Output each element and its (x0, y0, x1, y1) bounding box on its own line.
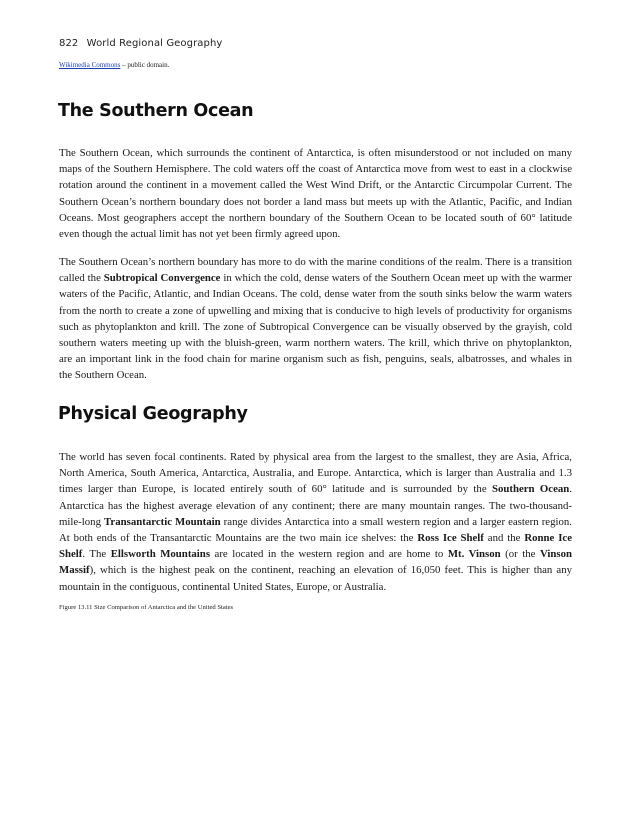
image-credit (59, 61, 169, 69)
key-term-subtropical-convergence: Subtropical Convergence (103, 272, 221, 285)
key-term-ross-ice-shelf: Ross Ice Shelf (417, 532, 484, 545)
paragraph-text: in which the cold, dense waters of the Southern Ocean meet up with the warmer waters of the Pacific, Atlantic, and Indian Oceans. The cold, dense water from the south sinks below the warm waters from the north to create a zone of upwelling and mixing that is conducive to high levels of productivity for organisms such as phytoplankton and krill. The zone of Subtropical Convergence can be visually observed by the grayish, cold southern waters meeting up with the bluish-green, warm northern waters. The krill, which thrive on phytoplankton, are an important link in the food chain for marine organism such as fish, penguins, seals, albatrosses, and whales in the Southern Ocean. (59, 272, 572, 382)
paragraph-text: (or the (500, 548, 540, 561)
key-term-transantarctic-mountain: Transantarctic Mountain (104, 515, 221, 528)
paragraph-text: . The (82, 548, 111, 561)
running-header (59, 38, 222, 49)
paragraph-text: . Antarctica has the highest average elevation of any continent; there are many mountain ranges. The two-thousand-mile-long (59, 483, 572, 528)
figure-caption: Figure 13.11 Size Comparison of Antarctica and the United States (59, 604, 234, 611)
section-title-physical-geography: Physical Geography (58, 404, 248, 424)
book-title: World Regional Geography (86, 38, 223, 49)
paragraph-text: and the (483, 532, 525, 545)
paragraph-southern-ocean-2 (59, 254, 572, 384)
paragraph-text: are located in the western region and are home to (210, 548, 448, 561)
key-term-ronne-ice-shelf: Ronne Ice Shelf (59, 532, 572, 561)
paragraph-text: The world has seven focal continents. Rated by physical area from the largest to the smallest, they are Asia, Africa, North America, South America, Antarctica, Australia, and Europe. Antarctica, which is larger than Australia and 1.3 times larger than Europe, is located entirely south of 60° latitude and is surrounded by the (59, 451, 572, 496)
key-term-southern-ocean: Southern Ocean (491, 483, 570, 496)
paragraph-physical-geography (59, 449, 572, 595)
paragraph-text: The Southern Ocean’s northern boundary has more to do with the marine conditions of the realm. There is a transition called the (59, 256, 572, 285)
paragraph-text: range divides Antarctica into a small western region and a larger eastern region. At both ends of the Transantarctic Mountains are the two main ice shelves: the (59, 515, 572, 545)
credit-suffix: – public domain. (120, 61, 170, 69)
key-term-vinson-massif: Vinson Massif (59, 548, 572, 577)
paragraph-southern-ocean-1: The Southern Ocean, which surrounds the continent of Antarctica, is often misunderstood or not included on many maps of the Southern Hemisphere. The cold waters off the coast of Antarctica move from west to east in a clockwise rotation around the continent in a movement called the West Wind Drift, or the Antarctic Circumpolar Current. The Southern Ocean’s northern boundary does not border a land mass but meets up with the Atlantic, Pacific, and Indian Oceans. Most geographers accept the northern boundary of the Southern Ocean to be located south of 60° latitude even though the actual limit has not yet been firmly agreed upon. (59, 147, 572, 241)
wikimedia-commons-link[interactable]: Wikimedia Commons (59, 61, 121, 69)
key-term-mt-vinson: Mt. Vinson (447, 548, 501, 561)
page-number: 822 (59, 38, 79, 49)
key-term-ellsworth-mountains: Ellsworth Mountains (110, 548, 211, 561)
paragraph-text: ), which is the highest peak on the continent, reaching an elevation of 16,050 feet. This is higher than any mountain in the contiguous, continental United States, Europe, or Australia. (59, 564, 572, 593)
section-title-southern-ocean: The Southern Ocean (58, 101, 254, 121)
